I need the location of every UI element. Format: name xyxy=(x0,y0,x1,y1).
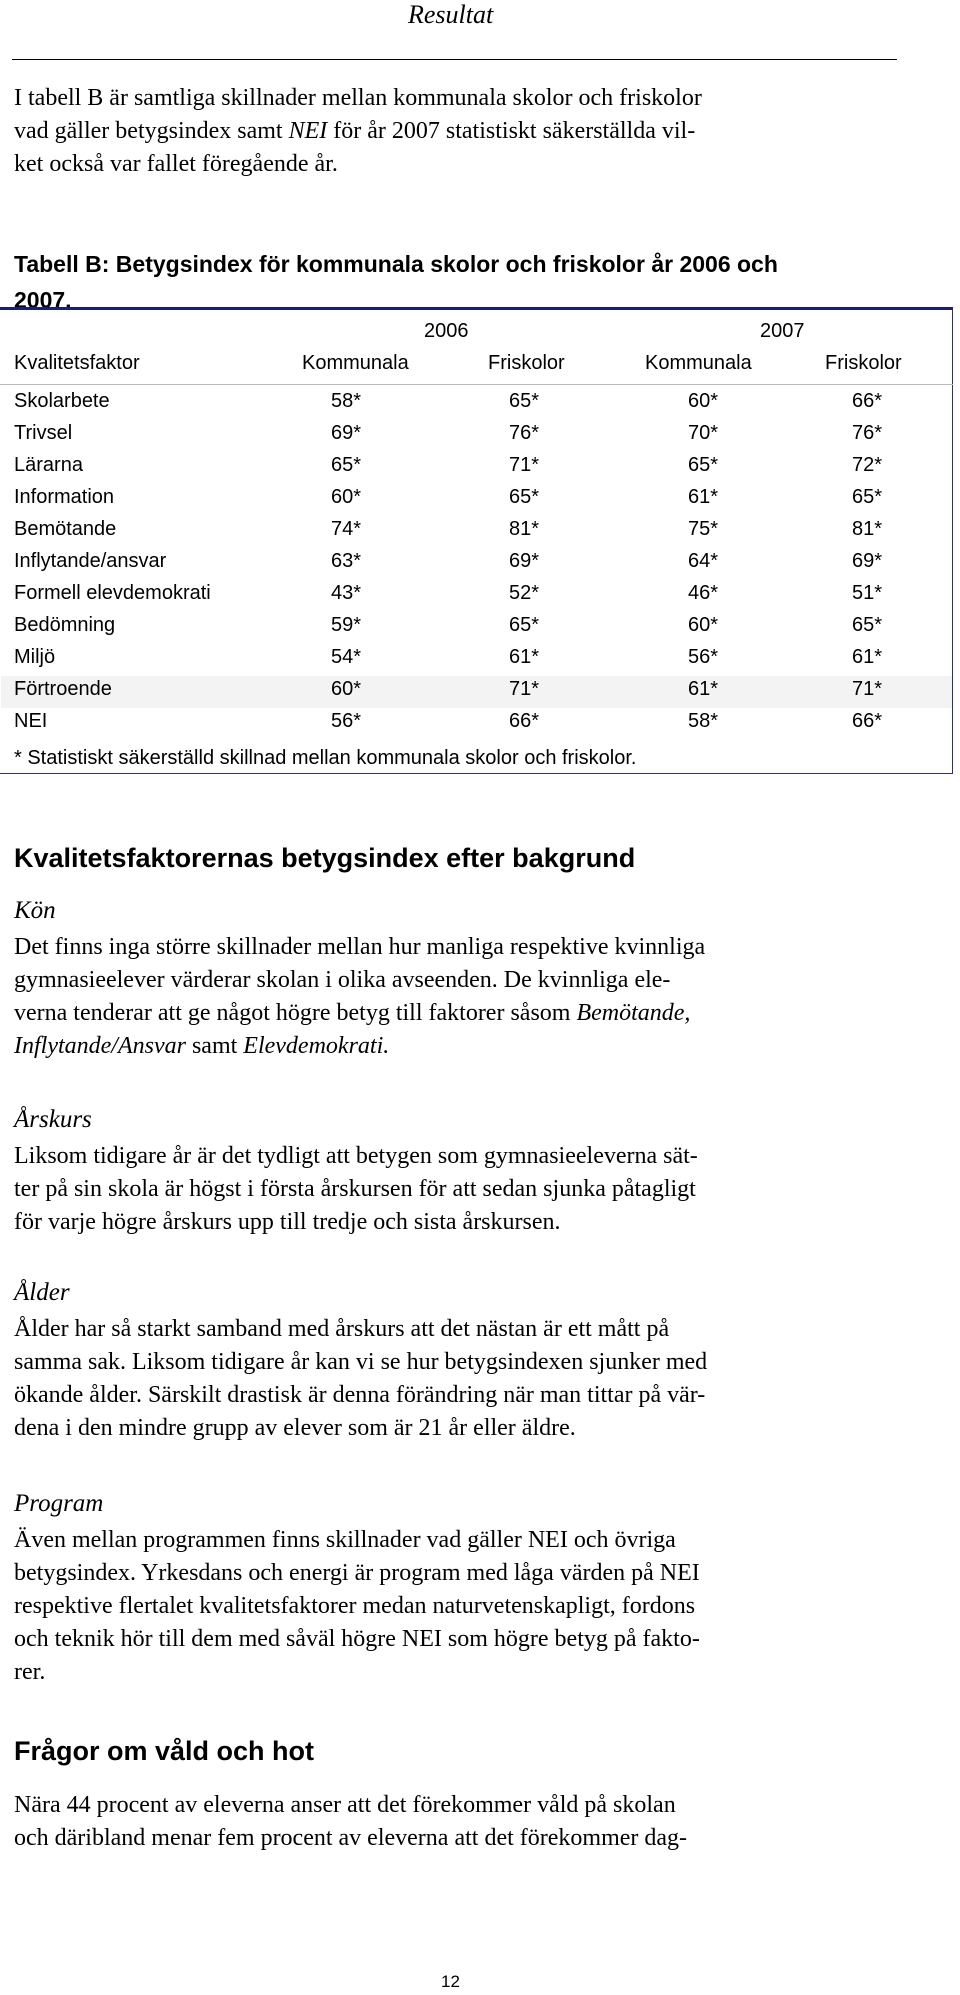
cell-value: 61* xyxy=(688,486,719,508)
row-label: Förtroende xyxy=(14,678,112,700)
table-row xyxy=(1,580,952,612)
cell-value: 65* xyxy=(509,614,540,636)
row-label: Inflytande/ansvar xyxy=(14,550,167,572)
cell-value: 63* xyxy=(331,550,362,572)
table-row xyxy=(1,484,952,516)
table-row xyxy=(1,420,952,452)
cell-value: 71* xyxy=(852,678,883,700)
cell-value: 66* xyxy=(852,710,883,732)
column-header-kvalitetsfaktor: Kvalitetsfaktor xyxy=(14,352,140,374)
cell-value: 66* xyxy=(852,390,883,412)
table-row xyxy=(1,612,952,644)
cell-value: 56* xyxy=(688,646,719,668)
paragraph-alder: Ålder har så starkt samband med årskurs att det nästan är ett mått på samma sak. Liksom tidigare år kan vi se hur betygsindexen sjunker med ökande ålder. Särskilt drastisk är denna förändring när man tittar på vär- dena i den mindre grupp av elever som är 21 år eller äldre. xyxy=(14,1316,708,1441)
cell-value: 54* xyxy=(331,646,362,668)
table-row xyxy=(1,676,952,708)
section-title-vald-och-hot: Frågor om våld och hot xyxy=(14,1736,315,1766)
cell-value: 69* xyxy=(331,422,362,444)
cell-value: 60* xyxy=(688,614,719,636)
cell-value: 58* xyxy=(688,710,719,732)
table-row xyxy=(1,516,952,548)
cell-value: 65* xyxy=(509,390,540,412)
row-label: Trivsel xyxy=(14,422,73,444)
cell-value: 66* xyxy=(509,710,540,732)
cell-value: 58* xyxy=(331,390,362,412)
row-label: Bedömning xyxy=(14,614,116,636)
cell-value: 60* xyxy=(331,678,362,700)
table-row xyxy=(1,548,952,580)
row-label: Bemötande xyxy=(14,518,117,540)
cell-value: 69* xyxy=(509,550,540,572)
header-rule xyxy=(12,59,897,60)
cell-value: 60* xyxy=(688,390,719,412)
cell-value: 81* xyxy=(509,518,540,540)
subheading-alder: Ålder xyxy=(14,1279,70,1306)
intro-paragraph xyxy=(14,82,894,181)
cell-value: 75* xyxy=(688,518,719,540)
cell-value: 64* xyxy=(688,550,719,572)
cell-value: 43* xyxy=(331,582,362,604)
column-header-kommunala-2007: Kommunala xyxy=(645,352,752,374)
cell-value: 52* xyxy=(509,582,540,604)
paragraph-program: Även mellan programmen finns skillnader vad gäller NEI och övriga betygsindex. Yrkesdans och energi är program med låga värden på NEI respektive flertalet kvalitetsfaktorer medan naturvetenskapligt, fordons och teknik hör till dem med såväl högre NEI som högre betyg på fakto- rer. xyxy=(14,1527,700,1685)
cell-value: 56* xyxy=(331,710,362,732)
cell-value: 74* xyxy=(331,518,362,540)
cell-value: 71* xyxy=(509,678,540,700)
row-label: Miljö xyxy=(14,646,56,668)
subheading-arskurs: Årskurs xyxy=(14,1106,92,1133)
row-label: NEI xyxy=(14,710,48,732)
cell-value: 65* xyxy=(688,454,719,476)
paragraph-vald: Nära 44 procent av eleverna anser att det förekommer våld på skolan och däribland menar fem procent av eleverna att det förekommer dag- xyxy=(14,1792,688,1851)
cell-value: 81* xyxy=(852,518,883,540)
cell-value: 61* xyxy=(688,678,719,700)
table-row xyxy=(1,708,952,740)
row-label: Lärarna xyxy=(14,454,83,476)
cell-value: 69* xyxy=(852,550,883,572)
table-footnote: * Statistiskt säkerställd skillnad mellan kommunala skolor och friskolor. xyxy=(14,747,637,769)
cell-value: 51* xyxy=(852,582,883,604)
cell-value: 65* xyxy=(852,486,883,508)
cell-value: 76* xyxy=(852,422,883,444)
table-caption-line-1: Tabell B: Betygsindex för kommunala skolor och friskolor år 2006 och xyxy=(14,251,778,277)
column-header-friskolor-2007: Friskolor xyxy=(825,352,902,374)
nei-emphasis: NEI xyxy=(288,118,328,144)
table-row xyxy=(1,644,952,676)
cell-value: 61* xyxy=(852,646,883,668)
cell-value: 46* xyxy=(688,582,719,604)
year-header-2006: 2006 xyxy=(424,320,469,342)
page-number: 12 xyxy=(441,1972,460,1991)
table-row xyxy=(1,452,952,484)
running-header: Resultat xyxy=(408,0,494,29)
cell-value: 60* xyxy=(331,486,362,508)
cell-value: 65* xyxy=(509,486,540,508)
intro-line-1: I tabell B är samtliga skillnader mellan kommunala skolor och friskolor xyxy=(14,85,702,111)
table-header-separator xyxy=(0,384,953,385)
table-caption-line-2: 2007. xyxy=(14,287,72,313)
cell-value: 72* xyxy=(852,454,883,476)
row-label: Skolarbete xyxy=(14,390,110,412)
intro-line-2: vad gäller betygsindex samt NEI för år 2007 statistiskt säkerställda vil- xyxy=(14,118,696,144)
subheading-kon: Kön xyxy=(14,897,56,924)
cell-value: 59* xyxy=(331,614,362,636)
cell-value: 71* xyxy=(509,454,540,476)
column-header-kommunala-2006: Kommunala xyxy=(302,352,409,374)
table-row xyxy=(1,388,952,420)
cell-value: 61* xyxy=(509,646,540,668)
cell-value: 76* xyxy=(509,422,540,444)
cell-value: 65* xyxy=(331,454,362,476)
cell-value: 65* xyxy=(852,614,883,636)
row-label: Formell elevdemokrati xyxy=(14,582,211,604)
paragraph-arskurs: Liksom tidigare år är det tydligt att betygen som gymnasieeleverna sät- ter på sin skola är högst i första årskursen för att sedan sjunka påtagligt för varje högre årskurs upp till tredje och sista årskursen. xyxy=(14,1143,698,1235)
year-header-2007: 2007 xyxy=(760,320,805,342)
column-header-friskolor-2006: Friskolor xyxy=(488,352,565,374)
row-label: Information xyxy=(14,486,115,508)
intro-line-3: ket också var fallet föregående år. xyxy=(14,151,338,177)
paragraph-kon: Det finns inga större skillnader mellan hur manliga respektive kvinnliga gymnasieelever värderar skolan i olika avseenden. De kvinnliga ele- verna tenderar att ge något högre betyg till faktorer såsom Bemötande, Inflytande/Ansvar samt Elevdemokrati. xyxy=(14,934,706,1059)
subheading-program: Program xyxy=(14,1490,104,1517)
cell-value: 70* xyxy=(688,422,719,444)
section-title-bakgrund: Kvalitetsfaktorernas betygsindex efter bakgrund xyxy=(14,843,636,873)
